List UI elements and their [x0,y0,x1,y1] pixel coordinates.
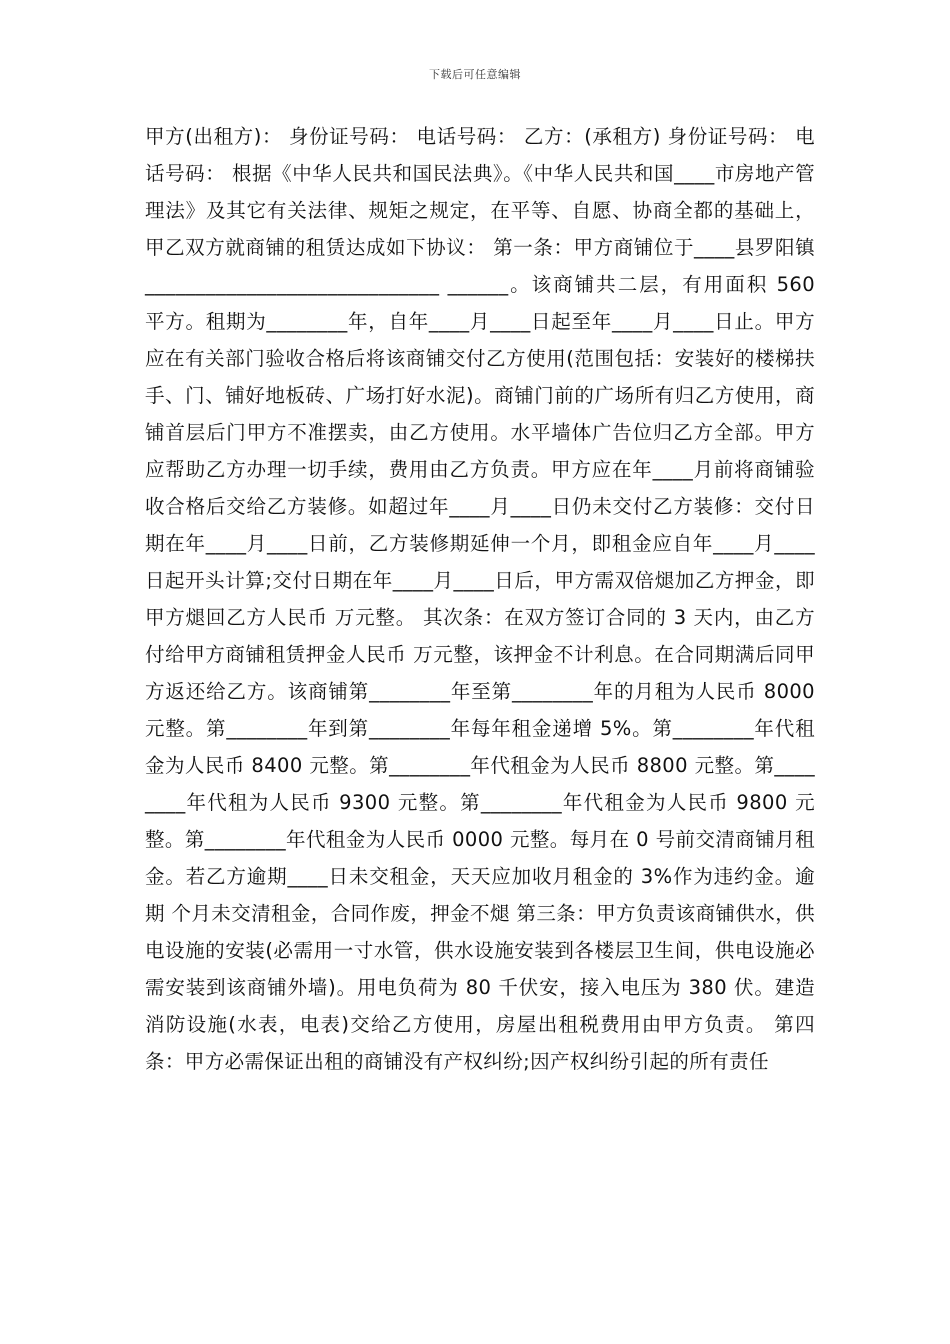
page-header-note: 下载后可任意编辑 [429,68,521,81]
contract-body-text: 甲方(出租方)： 身份证号码： 电话号码： 乙方：(承租方) 身份证号码： 电话号码： 根据《中华人民共和国民法典》。《中华人民共和国____市房地产管理法》及其它有关法律、规矩之规定，在平等、自愿、协商全都的基础上，甲乙双方就商铺的租赁达成如下协议： 第一条：甲方商铺位于____县罗阳镇_____________________________ ______。该商铺共二层，有用面积 560 平方。租期为________年，自年____月____日起至年____月____日止。甲方应在有关部门验收合格后将该商铺交付乙方使用(范围包括：安装好的楼梯扶手、门、铺好地板砖、广场打好水泥)。商铺门前的广场所有归乙方使用，商铺首层后门甲方不准摆卖，由乙方使用。水平墙体广告位归乙方全部。甲方应帮助乙方办理一切手续，费用由乙方负责。甲方应在年____月前将商铺验收合格后交给乙方装修。如超过年____月____日仍未交付乙方装修：交付日期在年____月____日前，乙方装修期延伸一个月，即租金应自年____月____日起开头计算;交付日期在年____月____日后，甲方需双倍煺加乙方押金，即甲方煺回乙方人民币 万元整。 其次条：在双方签订合同的 3 天内，由乙方付给甲方商铺租赁押金人民币 万元整，该押金不计利息。在合同期满后同甲方返还给乙方。该商铺第________年至第________年的月租为人民币 8000 元整。第________年到第________年每年租金递增 5%。第________年代租金为人民币 8400 元整。第________年代租金为人民币 8800 元整。第________年代租为人民币 9300 元整。第________年代租金为人民币 9800 元整。第________年代租金为人民币 0000 元整。每月在 0 号前交清商铺月租金。若乙方逾期____日未交租金，天天应加收月租金的 3%作为违约金。逾期 个月未交清租金，合同作废，押金不煺 第三条：甲方负责该商铺供水，供电设施的安装(必需用一寸水管，供水设施安装到各楼层卫生间，供电设施必需安装到该商铺外墙)。用电负荷为 80 千伏安，接入电压为 380 伏。建造消防设施(水表，电表)交给乙方使用，房屋出租税费用由甲方负责。 第四条：甲方必需保证出租的商铺没有产权纠纷;因产权纠纷引起的所有责任 [145,125,815,1073]
